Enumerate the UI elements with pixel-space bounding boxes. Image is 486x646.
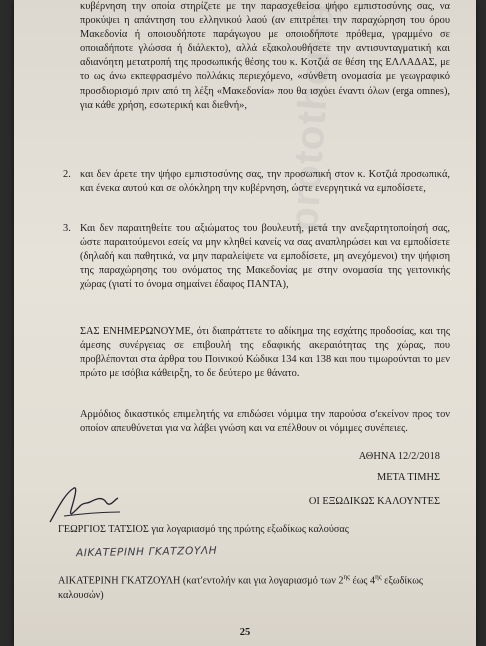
item-3 [63,222,450,292]
regards-line: ΜΕΤΑ ΤΙΜΗΣ [376,472,440,483]
item-3-number: 3. [63,223,71,234]
signer-2-role-a: (κατ'εντολήν και για λογαριασμό των 2 [182,575,344,587]
item-3-text: Και δεν παραιτηθείτε του αξιώματος του βουλευτή, μετά την ανεξαρτητοποίησή σας, ώστε παραιτούμενοι εσείς να μην κληθεί κανείς να σας αναπληρώσει και να εμποδίσετε (δηλαδή και παθητικά, να μην παραλείψετε να εμποδίσετε, μη ανεχόμενοι) την ψήφιση της παραχώρησης του ονόματος της Μακεδονίας με στην ονομασία της γειτονικής χώρας (γιατί το όνομα σημαίνει έδαφος ΠΑΝΤΑ), [80,223,450,291]
signer-2-role-c: εξωδίκως καλουσών) [58,575,423,602]
signer-2-role-b: έως 4 [349,575,376,587]
signer-1-line [58,524,349,535]
signer-2-name: ΑΙΚΑΤΕΡΙΝΗ ΓΚΑΤΖΟΥΛΗ [58,575,181,587]
warning-text: ΣΑΣ ΕΝΗΜΕΡΩΝΟΥΜΕ, ότι διαπράττετε το αδίκημα της εσχάτης προδοσίας, και της άμεσης συνέργειας σε επιβουλή της εδαφικής ακεραιότητας της χώρας, που προβλέπονται στα άρθρα του Ποινικού Κώδικα 134 και 138 και που τιμωρούνται το μεν πρώτο με ισόβια κάθειρξη, το δε δεύτερο με θάνατο. [80,326,450,380]
signer-1-name: ΓΕΩΡΓΙΟΣ ΤΑΤΣΙΟΣ [58,524,149,535]
warning-paragraph [80,325,450,381]
ordinal-suffix: ης [375,573,382,581]
handwritten-signature: ΑΙΚΑΤΕΡΙΝΗ ΓΚΑΤΖΟΥΛΗ [75,544,218,560]
item-2-number: 2. [63,169,71,180]
signer-2-line [58,570,458,603]
watermark: protothema [282,0,342,234]
page-number: 25 [239,627,251,638]
item-2-text: και δεν άρετε την ψήφο εμπιστοσύνης σας, την προσωπική στον κ. Κοτζιά προσωπικά, και ένεκα αυτού και σε ολόκληρη την κυβέρνηση, ώστε ενεργητικά να εμποδίσετε, [80,169,450,195]
item-2 [63,168,450,196]
senders-line: ΟΙ ΕΞΩΔΙΚΩΣ ΚΑΛΟΥΝΤΕΣ [308,496,440,507]
request-paragraph [80,408,450,436]
continuation-text: κυβέρνηση την οποία στηρίζετε με την παρασχεθείσα ψήφο εμπιστοσύνης σας, να προκύψει η απάντηση του ελληνικού λαού (αν επιτρέπει την παραχώρηση του όρου Μακεδονία ή οποιουδήποτε παράγωγου με οποιοδήποτε πρόθεμα, γραμμένο σε οποιαδήποτε γλώσσα ή διάλεκτο), αλλά εξακολουθήσετε την αντισυνταγματική και αδιανόητη μετατροπή της προσωπικής θέσης του κ. Κοτζιά σε θέση της ΕΛΛΑΔΑΣ, με το ως άνω εκπεφρασμένο πολλάκις περιεχόμενο, «σύνθετη ονομασία με γεωγραφικό προσδιορισμό πριν από τη λέξη «Μακεδονία» που θα ισχύει έναντι όλων (erga omnes), για κάθε χρήση, εσωτερική και διεθνή», [80,1,450,111]
request-text: Αρμόδιος δικαστικός επιμελητής να επιδώσει νόμιμα την παρούσα σ'εκείνον προς τον οποίον απευθύνεται για να λάβει γνώση και να επέλθουν οι νόμιμες συνέπειες. [80,409,450,435]
continuation-paragraph [80,0,450,113]
date-line: ΑΘΗΝΑ 12/2/2018 [358,451,440,462]
ordinal-suffix: ης [343,573,350,581]
signer-1-role: για λογαριασμό της πρώτης εξωδίκως καλούσας [151,524,349,535]
document-page [14,0,476,646]
